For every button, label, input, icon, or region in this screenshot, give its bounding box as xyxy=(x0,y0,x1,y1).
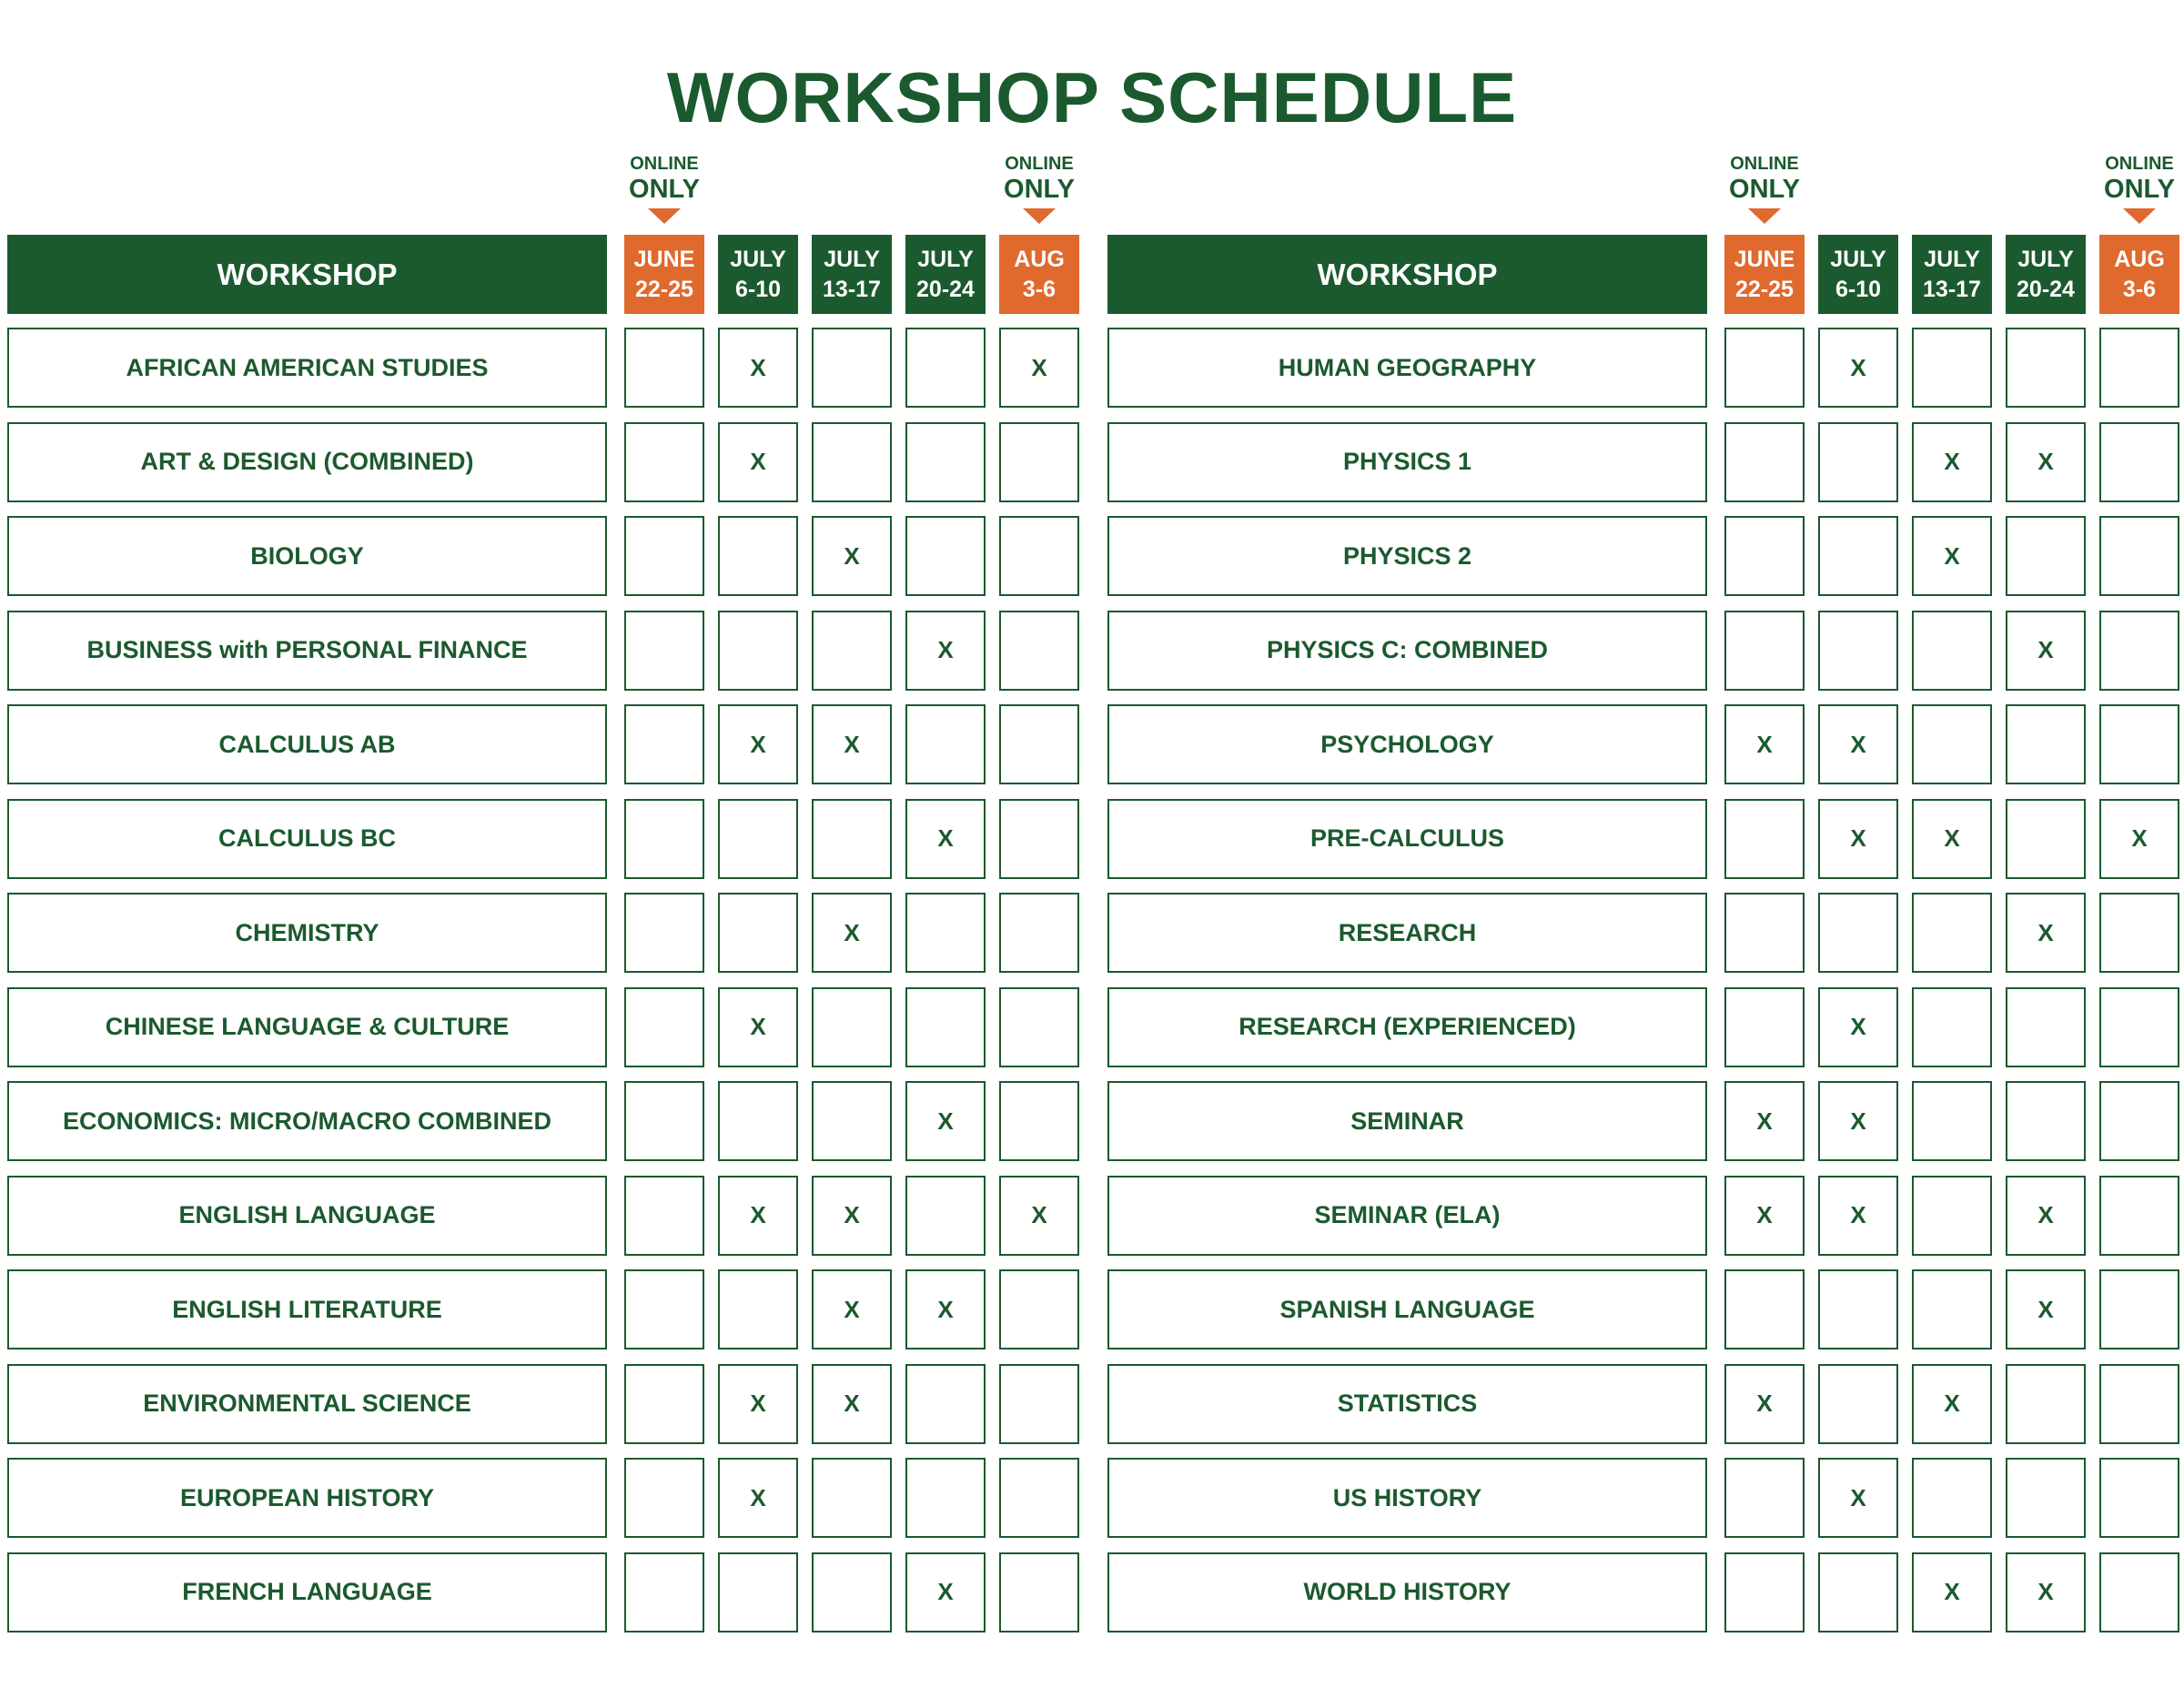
date-month: JULY xyxy=(824,247,880,272)
schedule-cell xyxy=(2006,987,2086,1067)
schedule-cell xyxy=(1818,516,1898,596)
x-mark: X xyxy=(844,1295,860,1323)
schedule-cell xyxy=(905,1458,986,1538)
x-mark: X xyxy=(2037,448,2054,475)
schedule-cell xyxy=(999,1269,1079,1349)
table-row xyxy=(7,1269,1079,1349)
schedule-cell xyxy=(2006,704,2086,784)
schedule-cell xyxy=(905,893,986,973)
schedule-cell xyxy=(812,422,892,502)
schedule-cell xyxy=(624,422,704,502)
schedule-cell xyxy=(718,1081,798,1161)
workshop-name-cell: ENGLISH LANGUAGE xyxy=(7,1176,607,1256)
x-mark: X xyxy=(750,730,766,758)
table-row xyxy=(7,611,1079,691)
x-mark: X xyxy=(1850,730,1866,758)
schedule-cell xyxy=(999,516,1079,596)
schedule-cell xyxy=(2006,1458,2086,1538)
down-arrow-icon xyxy=(1748,208,1781,224)
workshop-name-cell: ENGLISH LITERATURE xyxy=(7,1269,607,1349)
schedule-cell xyxy=(1818,422,1898,502)
schedule-cell xyxy=(2099,1364,2179,1444)
x-mark: X xyxy=(1944,1578,1960,1605)
schedule-cell xyxy=(2006,1081,2086,1161)
x-mark: X xyxy=(1850,1013,1866,1040)
workshop-name-cell: US HISTORY xyxy=(1107,1458,1707,1538)
schedule-cell xyxy=(624,516,704,596)
schedule-cell xyxy=(1818,1364,1898,1444)
date-month: JUNE xyxy=(633,247,695,272)
date-month: JULY xyxy=(1830,247,1886,272)
x-mark: X xyxy=(750,1013,766,1040)
date-range: 3-6 xyxy=(1022,276,1057,302)
workshop-name-cell: WORLD HISTORY xyxy=(1107,1552,1707,1632)
down-arrow-icon xyxy=(1023,208,1056,224)
table-row xyxy=(7,1458,1079,1538)
schedule-cell xyxy=(1724,1552,1805,1632)
online-label-small: ONLINE xyxy=(2105,154,2174,174)
schedule-cell xyxy=(718,328,798,408)
schedule-cell xyxy=(624,1458,704,1538)
schedule-cell xyxy=(2099,799,2179,879)
schedule-cell xyxy=(905,1081,986,1161)
schedule-cell xyxy=(718,893,798,973)
workshop-name-cell: EUROPEAN HISTORY xyxy=(7,1458,607,1538)
x-mark: X xyxy=(844,541,860,570)
schedule-cell xyxy=(624,1176,704,1256)
schedule-cell xyxy=(1818,1552,1898,1632)
online-label-small: ONLINE xyxy=(630,154,699,174)
schedule-cell xyxy=(2099,1176,2179,1256)
x-mark: X xyxy=(1944,1390,1960,1417)
schedule-cell xyxy=(812,611,892,691)
schedule-cell xyxy=(999,1081,1079,1161)
schedule-cell xyxy=(718,1364,798,1444)
schedule-cell xyxy=(2006,1269,2086,1349)
online-only-label xyxy=(624,155,704,224)
x-mark: X xyxy=(1944,448,1960,475)
date-range: 3-6 xyxy=(2122,276,2157,302)
table-row xyxy=(1107,611,2179,691)
schedule-cell xyxy=(905,987,986,1067)
schedule-cell xyxy=(905,1552,986,1632)
date-month: JULY xyxy=(917,247,974,272)
schedule-cell xyxy=(718,704,798,784)
x-mark: X xyxy=(1031,1201,1047,1228)
table-row xyxy=(7,799,1079,879)
schedule-cell xyxy=(812,1176,892,1256)
x-mark: X xyxy=(844,918,860,946)
schedule-cell xyxy=(1912,704,1992,784)
x-mark: X xyxy=(2037,918,2054,946)
date-range: 13-17 xyxy=(823,276,881,302)
schedule-cell xyxy=(812,1269,892,1349)
date-column-header xyxy=(2006,235,2086,314)
schedule-cell xyxy=(1912,893,1992,973)
online-label-big: ONLY xyxy=(2104,175,2175,204)
table-row xyxy=(1107,1458,2179,1538)
schedule-cell xyxy=(1912,611,1992,691)
schedule-cell xyxy=(624,704,704,784)
schedule-cell xyxy=(905,516,986,596)
schedule-cell xyxy=(1818,611,1898,691)
schedule-cell xyxy=(1818,1269,1898,1349)
table-row xyxy=(7,516,1079,596)
schedule-cell xyxy=(718,1176,798,1256)
schedule-cell xyxy=(905,799,986,879)
date-month: AUG xyxy=(2114,247,2165,272)
workshop-name-cell: PHYSICS 2 xyxy=(1107,516,1707,596)
schedule-cell xyxy=(2006,422,2086,502)
schedule-cell xyxy=(812,516,892,596)
date-column-header xyxy=(718,235,798,314)
schedule-cell xyxy=(1724,1458,1805,1538)
x-mark: X xyxy=(1756,730,1773,758)
schedule-cell xyxy=(905,704,986,784)
schedule-cell xyxy=(2099,516,2179,596)
schedule-cell xyxy=(2006,1176,2086,1256)
schedule-cell xyxy=(2099,987,2179,1067)
table-row xyxy=(1107,328,2179,408)
x-mark: X xyxy=(2037,1578,2054,1605)
table-row xyxy=(1107,799,2179,879)
workshop-name-cell: BUSINESS with PERSONAL FINANCE xyxy=(7,611,607,691)
x-mark: X xyxy=(844,730,860,758)
workshop-name-cell: PHYSICS C: COMBINED xyxy=(1107,611,1707,691)
x-mark: X xyxy=(1756,1390,1773,1417)
x-mark: X xyxy=(750,353,766,381)
schedule-cell xyxy=(905,1269,986,1349)
schedule-cell xyxy=(1724,422,1805,502)
schedule-cell xyxy=(718,422,798,502)
schedule-cell xyxy=(1818,799,1898,879)
schedule-cell xyxy=(999,1176,1079,1256)
online-label-big: ONLY xyxy=(1004,175,1075,204)
x-mark: X xyxy=(750,1483,766,1511)
schedule-cell xyxy=(718,516,798,596)
schedule-cell xyxy=(999,704,1079,784)
x-mark: X xyxy=(2037,1295,2054,1323)
workshop-name-cell: RESEARCH (EXPERIENCED) xyxy=(1107,987,1707,1067)
schedule-cell xyxy=(2006,611,2086,691)
workshop-name-cell: SEMINAR (ELA) xyxy=(1107,1176,1707,1256)
x-mark: X xyxy=(937,1295,954,1323)
schedule-cell xyxy=(1724,799,1805,879)
workshop-name-cell: FRENCH LANGUAGE xyxy=(7,1552,607,1632)
x-mark: X xyxy=(937,636,954,663)
schedule-cell xyxy=(812,987,892,1067)
date-range: 22-25 xyxy=(1735,276,1794,302)
online-label-big: ONLY xyxy=(1729,175,1800,204)
x-mark: X xyxy=(937,824,954,852)
table-row xyxy=(7,1552,1079,1632)
schedule-cell xyxy=(624,1269,704,1349)
schedule-cell xyxy=(2099,611,2179,691)
schedule-cell xyxy=(812,893,892,973)
table-row xyxy=(1107,422,2179,502)
workshop-name-cell: BIOLOGY xyxy=(7,516,607,596)
schedule-cell xyxy=(905,1176,986,1256)
x-mark: X xyxy=(844,1201,860,1228)
schedule-cell xyxy=(2099,704,2179,784)
table-row xyxy=(7,1176,1079,1256)
schedule-cell xyxy=(624,799,704,879)
table-row xyxy=(1107,1176,2179,1256)
workshop-header: WORKSHOP xyxy=(1107,235,1707,314)
schedule-cell xyxy=(1724,1269,1805,1349)
schedule-cell xyxy=(2099,893,2179,973)
table-row xyxy=(7,893,1079,973)
schedule-cell xyxy=(905,422,986,502)
schedule-cell xyxy=(718,987,798,1067)
workshop-name-cell: STATISTICS xyxy=(1107,1364,1707,1444)
schedule-cell xyxy=(1724,1081,1805,1161)
workshop-name-cell: ECONOMICS: MICRO/MACRO COMBINED xyxy=(7,1081,607,1161)
date-column-header xyxy=(2099,235,2179,314)
date-column-header xyxy=(624,235,704,314)
x-mark: X xyxy=(937,1578,954,1605)
schedule-cell xyxy=(999,422,1079,502)
workshop-header: WORKSHOP xyxy=(7,235,607,314)
schedule-cell xyxy=(1818,893,1898,973)
table-row xyxy=(1107,1552,2179,1632)
online-only-label xyxy=(2099,155,2179,224)
schedule-cell xyxy=(812,799,892,879)
schedule-cell xyxy=(1818,987,1898,1067)
schedule-cell xyxy=(624,1552,704,1632)
x-mark: X xyxy=(1944,541,1960,570)
schedule-cell xyxy=(1818,328,1898,408)
x-mark: X xyxy=(750,1390,766,1417)
schedule-cell xyxy=(999,1458,1079,1538)
x-mark: X xyxy=(1850,824,1866,852)
online-label-small: ONLINE xyxy=(1005,154,1074,174)
workshop-name-cell: ART & DESIGN (COMBINED) xyxy=(7,422,607,502)
x-mark: X xyxy=(1850,1107,1866,1135)
workshop-name-cell: PSYCHOLOGY xyxy=(1107,704,1707,784)
schedule-cell xyxy=(2006,328,2086,408)
date-month: JUNE xyxy=(1734,247,1795,272)
schedule-cell xyxy=(812,328,892,408)
schedule-cell xyxy=(2099,328,2179,408)
workshop-name-cell: ENVIRONMENTAL SCIENCE xyxy=(7,1364,607,1444)
schedule-cell xyxy=(2006,1364,2086,1444)
date-month: JULY xyxy=(2017,247,2074,272)
workshop-name-cell: RESEARCH xyxy=(1107,893,1707,973)
table-row xyxy=(7,987,1079,1067)
x-mark: X xyxy=(937,1107,954,1135)
x-mark: X xyxy=(1031,353,1047,381)
schedule-cell xyxy=(2099,1552,2179,1632)
schedule-cell xyxy=(1912,987,1992,1067)
date-range: 6-10 xyxy=(1835,276,1882,302)
schedule-cell xyxy=(1818,1458,1898,1538)
table-row xyxy=(1107,704,2179,784)
schedule-cell xyxy=(812,1364,892,1444)
date-month: JULY xyxy=(730,247,786,272)
schedule-cell xyxy=(999,1364,1079,1444)
workshop-name-cell: HUMAN GEOGRAPHY xyxy=(1107,328,1707,408)
schedule-cell xyxy=(999,893,1079,973)
schedule-cell xyxy=(718,799,798,879)
schedule-cell xyxy=(1912,516,1992,596)
table-row xyxy=(1107,516,2179,596)
online-only-label xyxy=(999,155,1079,224)
schedule-cell xyxy=(1912,328,1992,408)
schedule-cell xyxy=(2099,422,2179,502)
x-mark: X xyxy=(750,1201,766,1228)
schedule-cell xyxy=(1724,704,1805,784)
schedule-cell xyxy=(812,1081,892,1161)
table-row xyxy=(1107,1269,2179,1349)
schedule-cell xyxy=(624,893,704,973)
workshop-name-cell: AFRICAN AMERICAN STUDIES xyxy=(7,328,607,408)
date-month: AUG xyxy=(1014,247,1065,272)
online-label-small: ONLINE xyxy=(1730,154,1799,174)
schedule-cell xyxy=(2099,1458,2179,1538)
schedule-cell xyxy=(1724,516,1805,596)
workshop-name-cell: CHINESE LANGUAGE & CULTURE xyxy=(7,987,607,1067)
table-row xyxy=(7,422,1079,502)
schedule-cell xyxy=(2099,1081,2179,1161)
table-row xyxy=(7,704,1079,784)
workshop-name-cell: CALCULUS BC xyxy=(7,799,607,879)
date-column-header xyxy=(905,235,986,314)
x-mark: X xyxy=(1850,1201,1866,1228)
schedule-cell xyxy=(2006,893,2086,973)
date-range: 20-24 xyxy=(916,276,975,302)
schedule-cell xyxy=(1818,1176,1898,1256)
date-column-header xyxy=(1818,235,1898,314)
schedule-cell xyxy=(1724,987,1805,1067)
x-mark: X xyxy=(2037,636,2054,663)
table-row xyxy=(7,328,1079,408)
table-row xyxy=(7,1081,1079,1161)
date-column-header xyxy=(1912,235,1992,314)
schedule-cell xyxy=(1912,799,1992,879)
workshop-name-cell: SPANISH LANGUAGE xyxy=(1107,1269,1707,1349)
x-mark: X xyxy=(1756,1201,1773,1228)
table-row xyxy=(7,1364,1079,1444)
schedule-cell xyxy=(2006,1552,2086,1632)
schedule-cell xyxy=(905,611,986,691)
online-label-big: ONLY xyxy=(629,175,700,204)
schedule-cell xyxy=(1912,1364,1992,1444)
schedule-cell xyxy=(999,328,1079,408)
schedule-cell xyxy=(1912,1081,1992,1161)
schedule-cell xyxy=(1724,1364,1805,1444)
x-mark: X xyxy=(2037,1201,2054,1228)
schedule-cell xyxy=(999,799,1079,879)
schedule-cell xyxy=(624,987,704,1067)
table-row xyxy=(1107,1081,2179,1161)
schedule-cell xyxy=(812,1552,892,1632)
schedule-cell xyxy=(999,1552,1079,1632)
schedule-cell xyxy=(718,1458,798,1538)
schedule-cell xyxy=(718,1269,798,1349)
workshop-name-cell: CHEMISTRY xyxy=(7,893,607,973)
schedule-cell xyxy=(812,1458,892,1538)
page-title: WORKSHOP SCHEDULE xyxy=(666,57,1518,137)
date-column-header xyxy=(812,235,892,314)
table-row xyxy=(1107,893,2179,973)
schedule-cell xyxy=(999,987,1079,1067)
x-mark: X xyxy=(2131,824,2148,852)
schedule-cell xyxy=(1912,1552,1992,1632)
schedule-cell xyxy=(1724,1176,1805,1256)
workshop-name-cell: CALCULUS AB xyxy=(7,704,607,784)
x-mark: X xyxy=(1850,353,1866,381)
date-range: 6-10 xyxy=(734,276,782,302)
x-mark: X xyxy=(1944,824,1960,852)
schedule-cell xyxy=(1912,1458,1992,1538)
date-column-header xyxy=(999,235,1079,314)
workshop-name-cell: PHYSICS 1 xyxy=(1107,422,1707,502)
down-arrow-icon xyxy=(2123,208,2156,224)
schedule-cell xyxy=(905,328,986,408)
date-range: 20-24 xyxy=(2017,276,2075,302)
schedule-cell xyxy=(624,328,704,408)
schedule-cell xyxy=(624,611,704,691)
x-mark: X xyxy=(844,1390,860,1417)
schedule-cell xyxy=(1818,1081,1898,1161)
schedule-cell xyxy=(999,611,1079,691)
schedule-cell xyxy=(812,704,892,784)
table-row xyxy=(1107,987,2179,1067)
schedule-cell xyxy=(1724,893,1805,973)
schedule-cell xyxy=(2006,799,2086,879)
schedule-cell xyxy=(1912,422,1992,502)
schedule-cell xyxy=(624,1364,704,1444)
workshop-name-cell: PRE-CALCULUS xyxy=(1107,799,1707,879)
date-range: 22-25 xyxy=(635,276,693,302)
x-mark: X xyxy=(1756,1107,1773,1135)
down-arrow-icon xyxy=(648,208,681,224)
online-only-label xyxy=(1724,155,1805,224)
schedule-cell xyxy=(624,1081,704,1161)
schedule-cell xyxy=(905,1364,986,1444)
date-month: JULY xyxy=(1924,247,1980,272)
schedule-cell xyxy=(1818,704,1898,784)
date-range: 13-17 xyxy=(1923,276,1981,302)
workshop-name-cell: SEMINAR xyxy=(1107,1081,1707,1161)
schedule-cell xyxy=(1912,1269,1992,1349)
schedule-cell xyxy=(718,611,798,691)
x-mark: X xyxy=(750,448,766,475)
date-column-header xyxy=(1724,235,1805,314)
schedule-cell xyxy=(1912,1176,1992,1256)
schedule-cell xyxy=(2099,1269,2179,1349)
schedule-cell xyxy=(2006,516,2086,596)
x-mark: X xyxy=(1850,1483,1866,1511)
schedule-cell xyxy=(718,1552,798,1632)
schedule-cell xyxy=(1724,328,1805,408)
schedule-cell xyxy=(1724,611,1805,691)
table-row xyxy=(1107,1364,2179,1444)
